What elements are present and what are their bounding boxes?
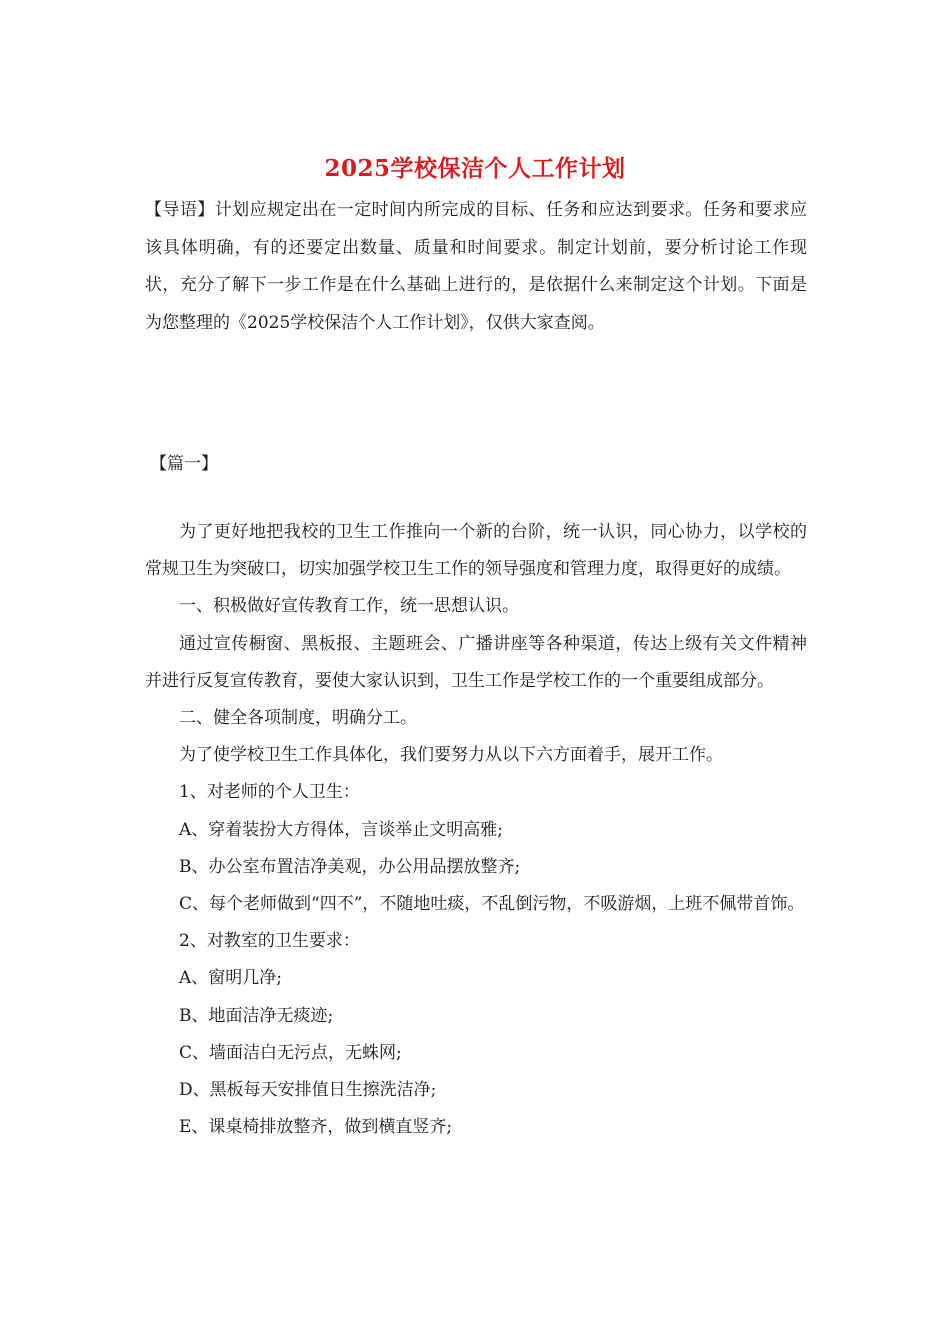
document-title: 2025学校保洁个人工作计划 — [324, 155, 626, 182]
paragraph: 一、积极做好宣传教育工作，统一思想认识。 — [179, 596, 519, 617]
paragraph: C、每个老师做到“四不”，不随地吐痰，不乱倒污物，不吸游烟，上班不佩带首饰。 — [179, 894, 805, 915]
paragraph: 二、健全各项制度，明确分工。 — [179, 708, 417, 729]
paragraph: D、黑板每天安排值日生擦洗洁净; — [179, 1080, 437, 1101]
intro-paragraph: 【导语】计划应规定出在一定时间内所完成的目标、任务和应达到要求。任务和要求应该具体明确，有的还要定出数量、质量和时间要求。制定计划前，要分析讨论工作现状，充分了解下一步工作是在什么基础上进行的，是依据什么来制定这个计划。下面是为您整理的《2025学校保洁个人工作计划》，仅供大家查阅。 — [145, 200, 807, 333]
body-text — [145, 514, 807, 1146]
paragraph: 为了更好地把我校的卫生工作推向一个新的台阶，统一认识，同心协力，以学校的常规卫生为突破口，切实加强学校卫生工作的领导强度和管理力度，取得更好的成绩。 — [145, 522, 807, 580]
paragraph: 为了使学校卫生工作具体化，我们要努力从以下六方面着手，展开工作。 — [179, 745, 723, 766]
section-heading: 【篇一】 — [150, 454, 218, 474]
paragraph: C、墙面洁白无污点，无蛛网; — [179, 1042, 402, 1063]
paragraph: 1、对老师的个人卫生： — [179, 782, 360, 803]
paragraph: A、穿着装扮大方得体，言谈举止文明高雅; — [179, 819, 504, 840]
paragraph: 通过宣传橱窗、黑板报、主题班会、广播讲座等各种渠道，传达上级有关文件精神并进行反复宣传教育，要使大家认识到，卫生工作是学校工作的一个重要组成部分。 — [145, 633, 807, 691]
paragraph: E、课桌椅排放整齐，做到横直竖齐; — [179, 1117, 453, 1138]
paragraph: A、窗明几净; — [179, 968, 283, 989]
paragraph: B、地面洁净无痰迹; — [179, 1005, 334, 1026]
paragraph: 2、对教室的卫生要求： — [179, 931, 360, 952]
paragraph: B、办公室布置洁净美观，办公用品摆放整齐; — [179, 856, 521, 877]
